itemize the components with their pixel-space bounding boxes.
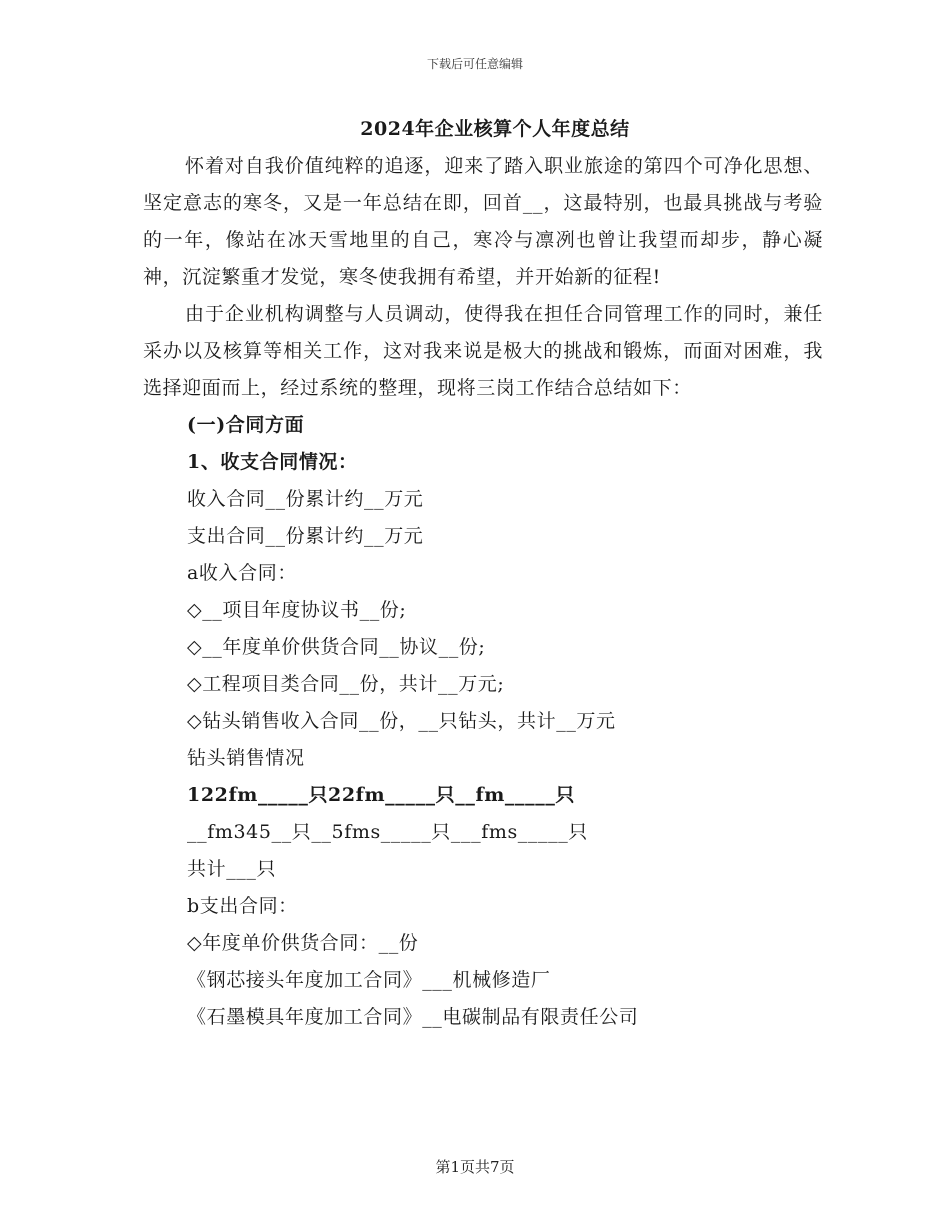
paragraph-intro: 怀着对自我价值纯粹的追逐，迎来了踏入职业旅途的第四个可净化思想、坚定意志的寒冬，又是一年总结在即，回首__，这最特别，也最具挑战与考验的一年，像站在冰天雪地里的自己，寒冷与凛冽也曾让我望而却步，静心凝神，沉淀繁重才发觉，寒冬使我拥有希望，并开始新的征程! <box>143 155 823 288</box>
page-footer: 第1页共7页 <box>435 1158 515 1176</box>
text-line: 《钢芯接头年度加工合同》___机械修造厂 <box>187 969 551 991</box>
text-line: a收入合同： <box>187 562 297 584</box>
section-heading: (一)合同方面 <box>187 414 305 436</box>
list-item: ◇年度单价供货合同：__份 <box>187 932 419 954</box>
subsection-heading: 1、收支合同情况： <box>187 451 358 473</box>
text-line: 收入合同__份累计约__万元 <box>187 488 424 510</box>
text-line: 共计___只 <box>187 858 277 880</box>
document-body <box>143 148 823 1036</box>
list-item: ◇__项目年度协议书__份; <box>187 599 407 621</box>
text-line: 《石墨模具年度加工合同》__电碳制品有限责任公司 <box>187 1006 639 1028</box>
text-line: 支出合同__份累计约__万元 <box>187 525 424 547</box>
text-line: __fm345__只__5fms_____只___fms_____只 <box>187 821 588 843</box>
text-line: b支出合同： <box>187 895 298 917</box>
list-item: ◇钻头销售收入合同__份，__只钻头，共计__万元 <box>187 710 616 732</box>
list-item: ◇工程项目类合同__份，共计__万元; <box>187 673 505 695</box>
header-note: 下载后可任意编辑 <box>426 57 523 71</box>
text-line: 122fm_____只22fm_____只__fm_____只 <box>187 784 576 806</box>
paragraph-background: 由于企业机构调整与人员调动，使得我在担任合同管理工作的同时，兼任采办以及核算等相关工作，这对我来说是极大的挑战和锻炼，而面对困难，我选择迎面而上，经过系统的整理，现将三岗工作结合总结如下： <box>143 303 823 399</box>
text-line: 钻头销售情况 <box>187 747 305 769</box>
document-title: 2024年企业核算个人年度总结 <box>360 118 630 140</box>
list-item: ◇__年度单价供货合同__协议__份; <box>187 636 486 658</box>
